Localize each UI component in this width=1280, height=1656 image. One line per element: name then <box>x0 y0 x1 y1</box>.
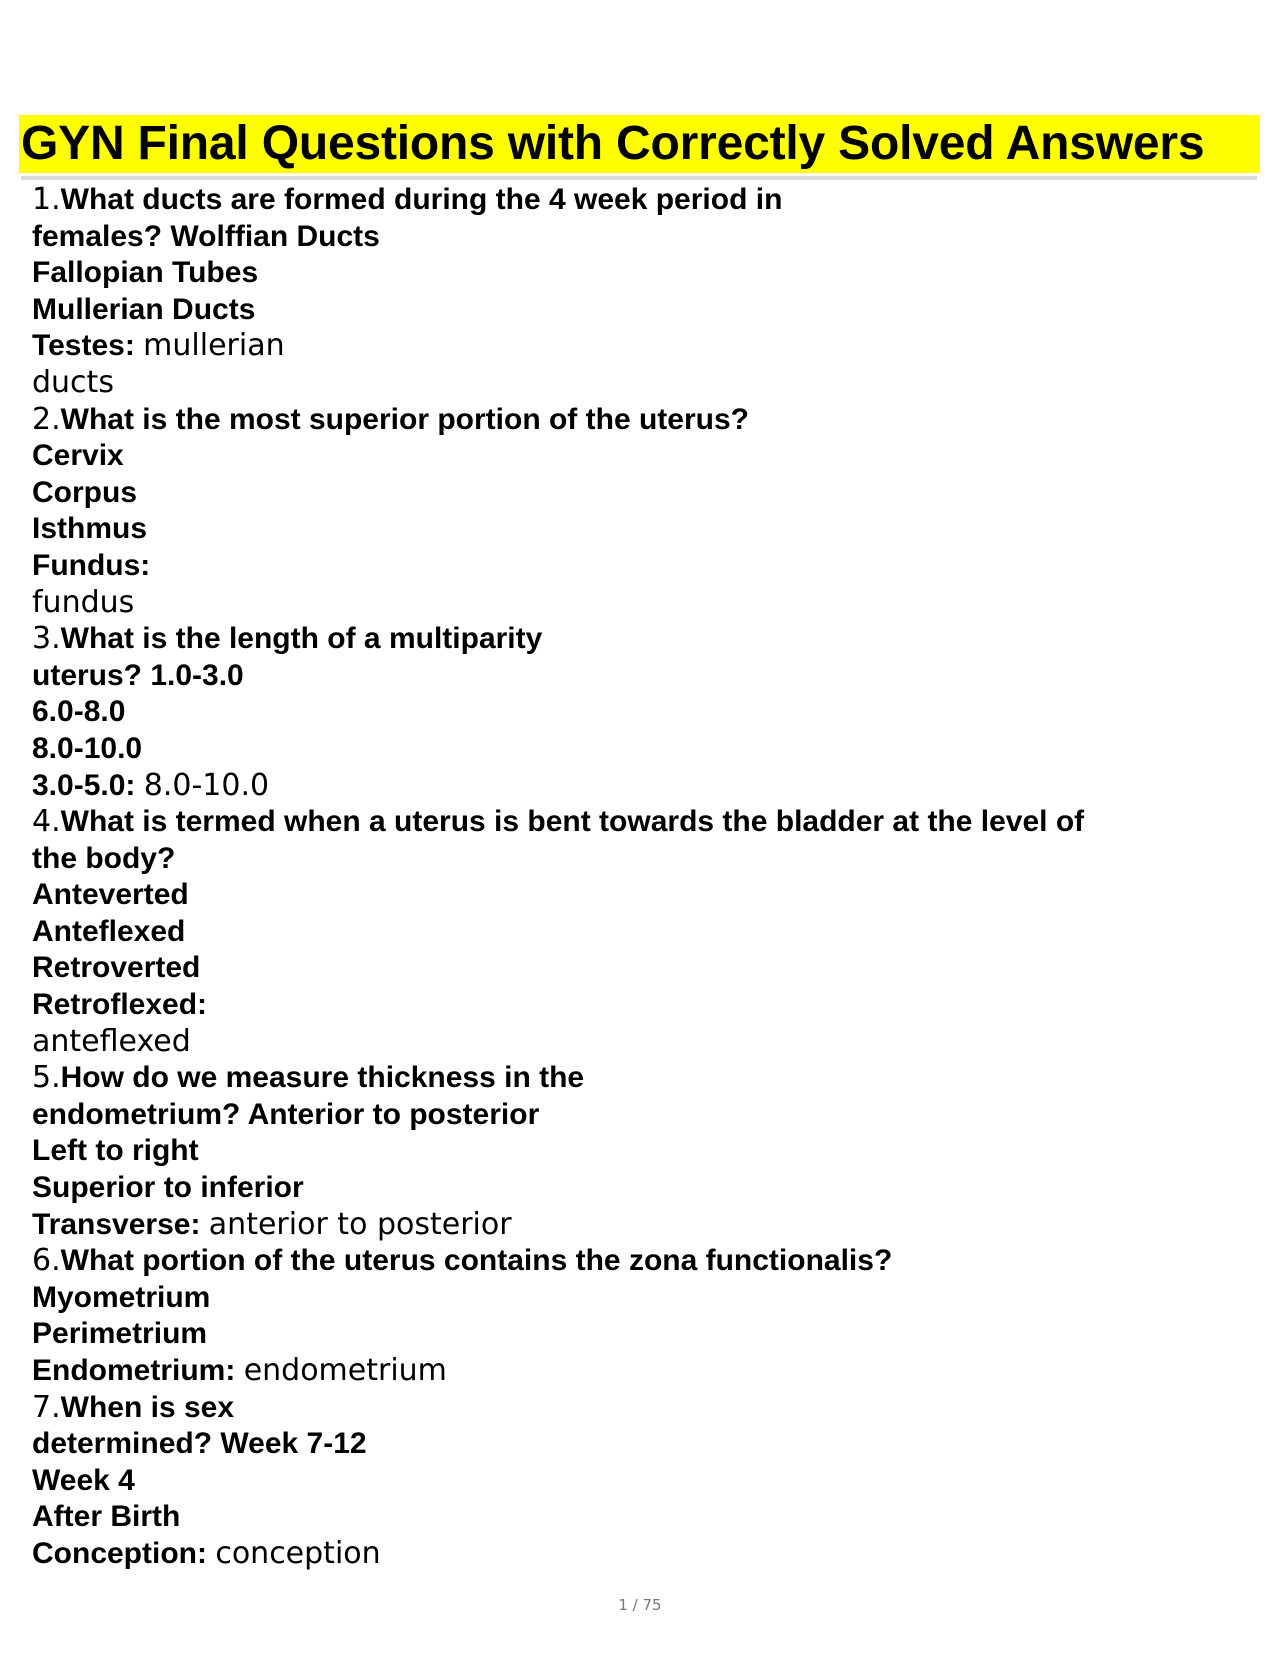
question-list <box>32 182 1252 1573</box>
option-text <box>32 292 1252 329</box>
question-6-line-1 <box>32 1243 1252 1280</box>
question-3-line-2 <box>32 658 1252 695</box>
question-text: What is the most superior portion of the uterus? <box>60 402 749 436</box>
option-label: Anteflexed <box>32 914 186 948</box>
option-text <box>32 475 1252 512</box>
question-3-line-1 <box>32 621 1252 658</box>
answer-text: conception <box>215 1535 381 1571</box>
option-text <box>32 768 1252 805</box>
option-label: Left to right <box>32 1134 199 1168</box>
option-label: Myometrium <box>32 1280 211 1314</box>
option-label: Endometrium: <box>32 1354 236 1387</box>
option-text <box>32 1536 1252 1573</box>
option-label: Corpus <box>32 475 137 509</box>
option-text <box>32 694 1252 731</box>
option-text <box>32 1463 1252 1500</box>
option-label: After Birth <box>32 1500 181 1534</box>
option-text <box>32 1316 1252 1353</box>
question-number: 7. <box>32 1389 61 1425</box>
option-label: Retroflexed: <box>32 988 208 1022</box>
answer-text: anteflexed <box>32 1023 191 1059</box>
question-7-line-1 <box>32 1390 1252 1427</box>
option-label: Retroverted <box>32 951 201 985</box>
answer-line <box>32 585 1252 622</box>
option-label: Fundus: <box>32 548 151 582</box>
question-5-line-1 <box>32 1060 1252 1097</box>
option-text <box>32 731 1252 768</box>
question-text: How do we measure thickness in the <box>60 1061 585 1095</box>
question-text: When is sex <box>60 1390 235 1424</box>
answer-text: fundus <box>32 584 135 620</box>
question-1-line-2 <box>32 219 1252 256</box>
option-label: Anteverted <box>32 878 189 912</box>
document-title: GYN Final Questions with Correctly Solved Answers <box>19 115 1260 173</box>
question-4-line-1 <box>32 804 1252 841</box>
option-text <box>32 255 1252 292</box>
option-text <box>32 1353 1252 1390</box>
option-label: Week 4 <box>32 1463 135 1497</box>
question-2-line-1 <box>32 402 1252 439</box>
option-text <box>32 1207 1252 1244</box>
question-number: 4. <box>32 804 61 840</box>
option-text <box>32 1133 1252 1170</box>
answer-line <box>32 365 1252 402</box>
question-5-line-2 <box>32 1097 1252 1134</box>
option-text <box>32 328 1252 365</box>
title-block <box>19 115 1260 180</box>
option-label: Perimetrium <box>32 1317 208 1351</box>
question-text: What is termed when a uterus is bent towards the bladder at the level of <box>60 805 1085 839</box>
option-text <box>32 511 1252 548</box>
question-number: 6. <box>32 1243 61 1279</box>
question-4-line-2 <box>32 841 1252 878</box>
question-text: uterus? 1.0-3.0 <box>32 658 244 692</box>
question-text: females? Wolffian Ducts <box>32 219 380 253</box>
option-label: Mullerian Ducts <box>32 292 256 326</box>
question-number: 3. <box>32 621 61 657</box>
option-text <box>32 438 1252 475</box>
option-label: Isthmus <box>32 512 148 546</box>
answer-text: mullerian <box>143 328 285 364</box>
option-text <box>32 987 1252 1024</box>
answer-text: anterior to posterior <box>208 1206 512 1242</box>
question-1-line-1 <box>32 182 1252 219</box>
page-number: 1 / 75 <box>618 1596 662 1614</box>
option-label: Cervix <box>32 439 124 473</box>
option-text <box>32 1280 1252 1317</box>
question-number: 1. <box>32 182 61 217</box>
option-label: 3.0-5.0: <box>32 768 136 802</box>
option-label: Superior to inferior <box>32 1171 304 1205</box>
option-text <box>32 914 1252 951</box>
title-divider <box>21 176 1257 180</box>
question-text: determined? Week 7-12 <box>32 1427 367 1461</box>
question-text: the body? <box>32 841 176 875</box>
question-text: endometrium? Anterior to posterior <box>32 1097 540 1131</box>
option-text <box>32 950 1252 987</box>
answer-text: endometrium <box>243 1353 447 1388</box>
option-label: 8.0-10.0 <box>32 731 143 765</box>
option-label: 6.0-8.0 <box>32 695 126 729</box>
option-text <box>32 548 1252 585</box>
answer-text: ducts <box>32 364 114 400</box>
option-text <box>32 1170 1252 1207</box>
option-text <box>32 877 1252 914</box>
option-label: Fallopian Tubes <box>32 256 259 290</box>
question-number: 2. <box>32 401 61 437</box>
question-text: What is the length of a multiparity <box>60 622 543 656</box>
question-7-line-2 <box>32 1426 1252 1463</box>
option-text <box>32 1499 1252 1536</box>
question-text: What portion of the uterus contains the zona functionalis? <box>60 1244 893 1278</box>
question-text: What ducts are formed during the 4 week period in <box>60 183 783 216</box>
option-label: Conception: <box>32 1536 207 1570</box>
answer-text: 8.0-10.0 <box>143 767 270 803</box>
answer-line <box>32 1024 1252 1061</box>
option-label: Transverse: <box>32 1207 201 1241</box>
question-number: 5. <box>32 1060 61 1096</box>
option-label: Testes: <box>32 329 135 363</box>
